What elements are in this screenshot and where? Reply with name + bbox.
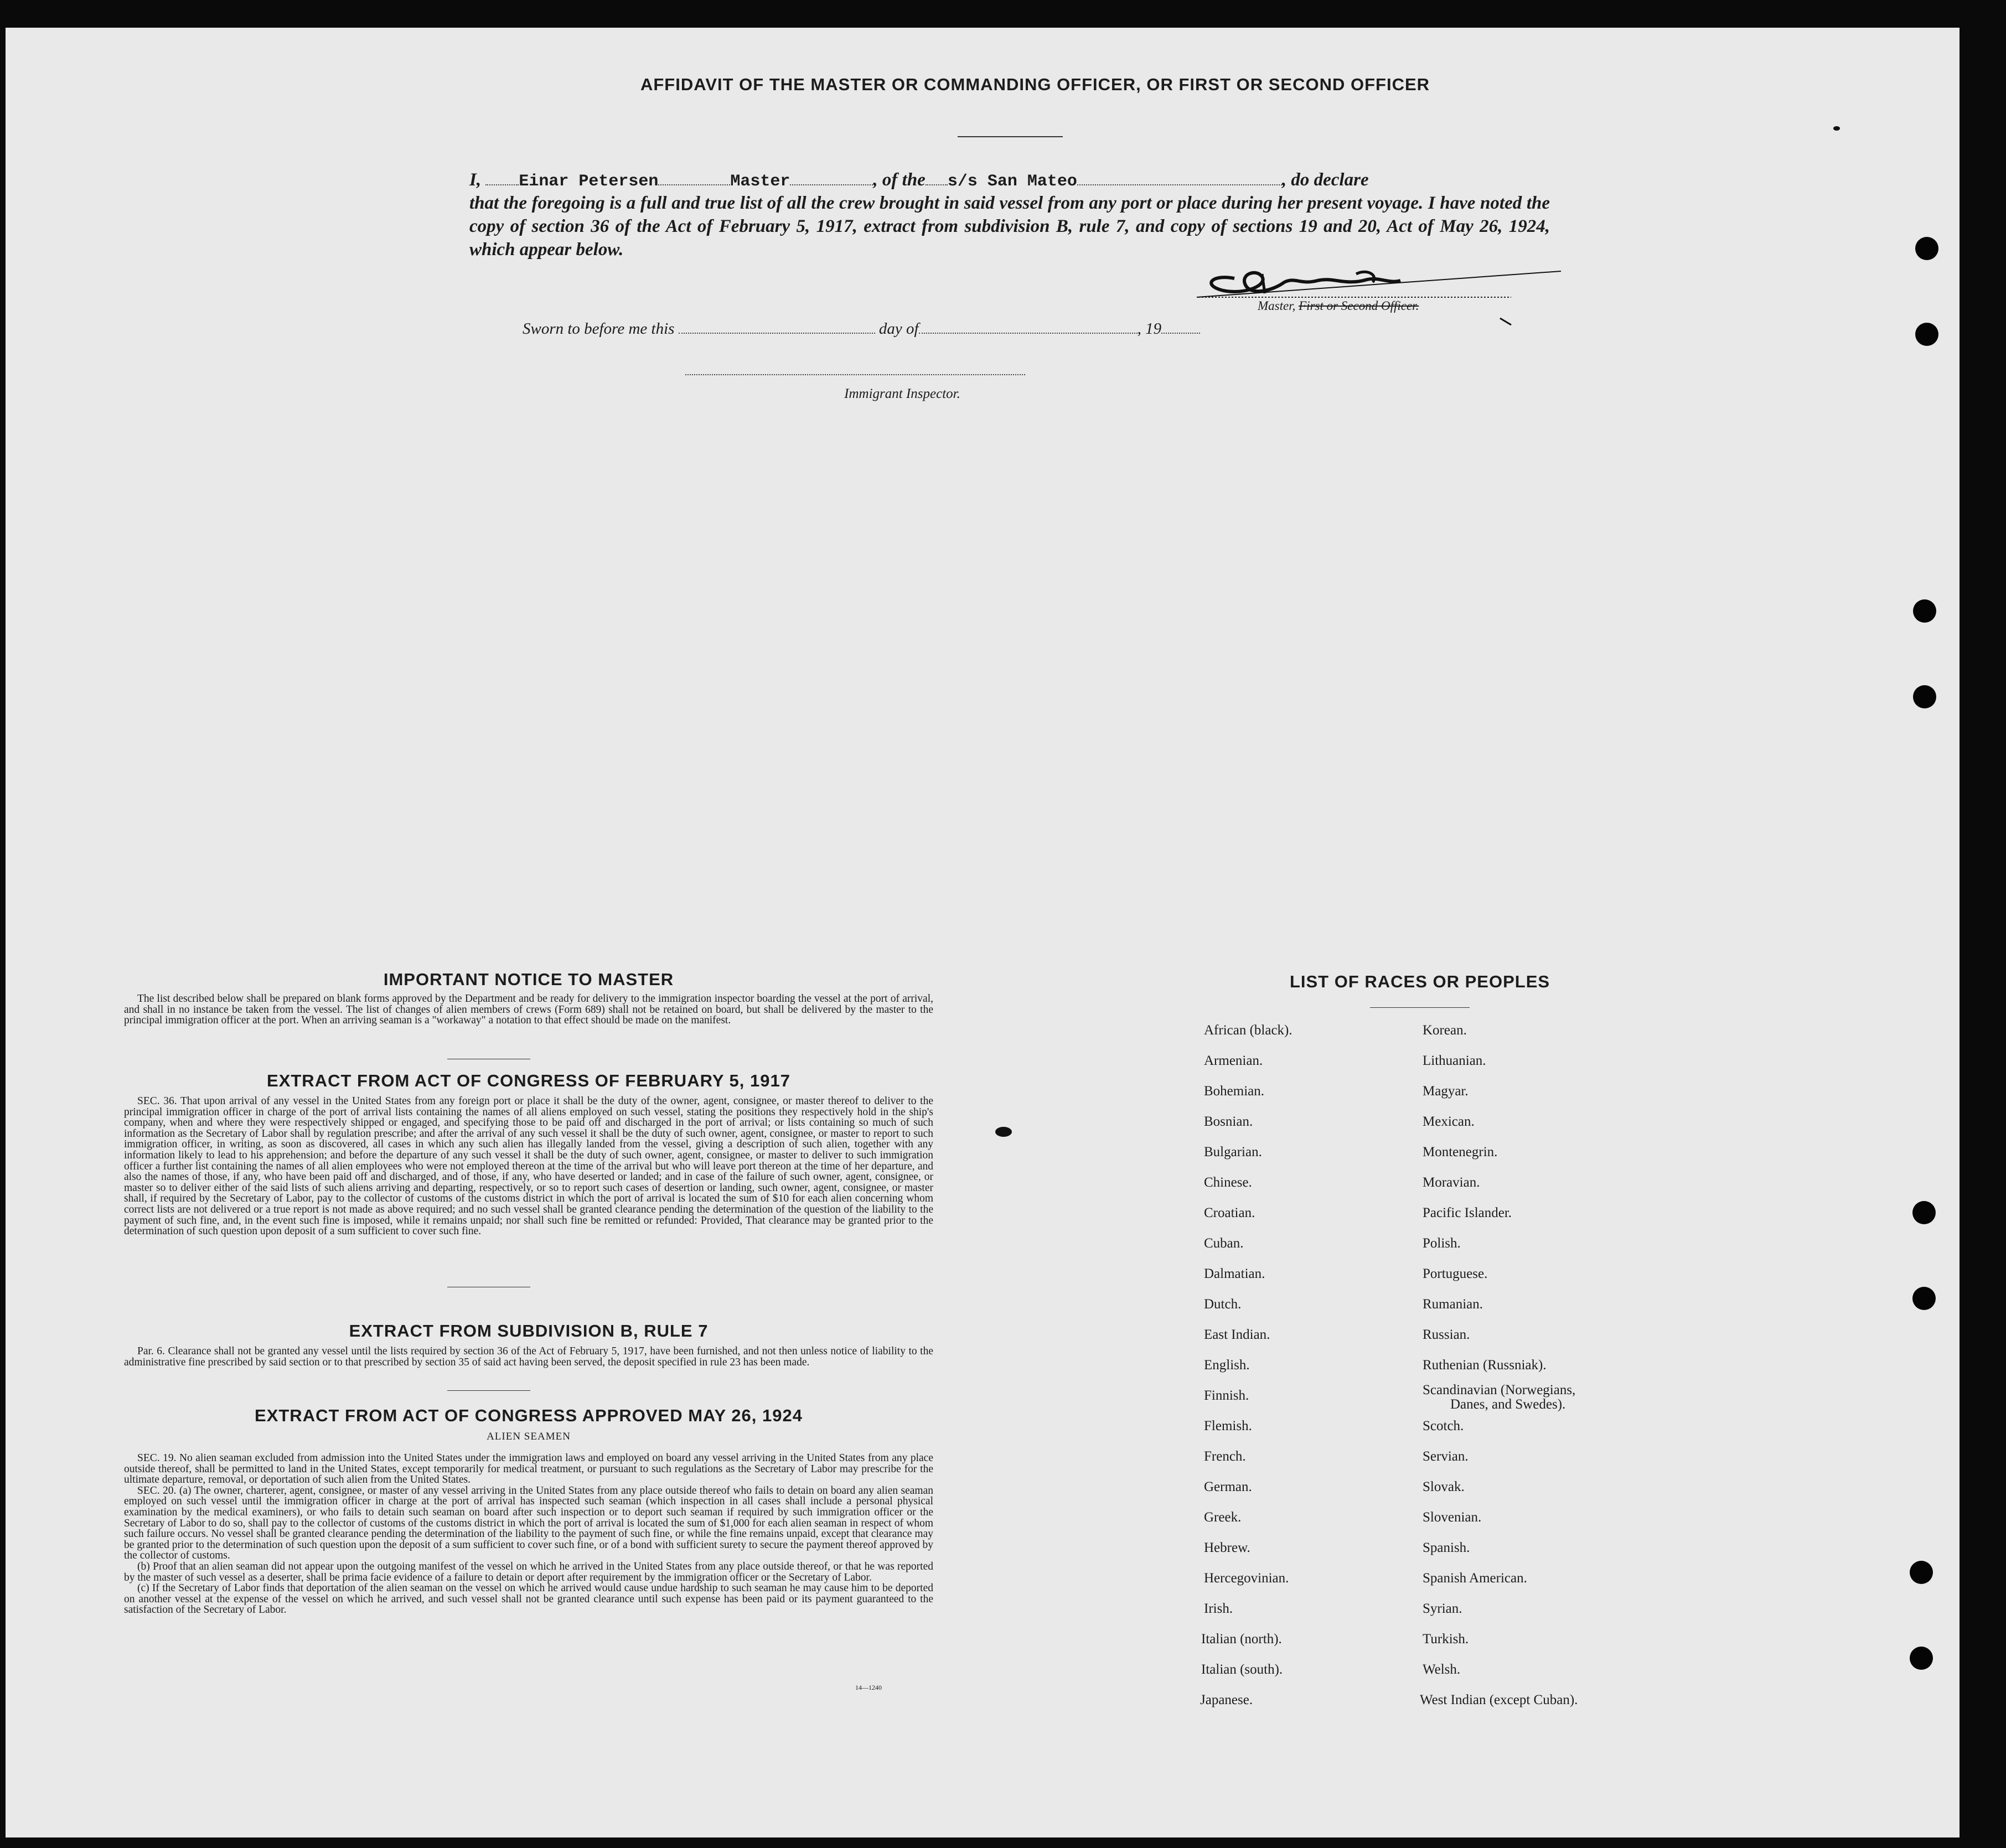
binder-hole	[1913, 685, 1936, 708]
signature-label-master: Master,	[1258, 299, 1296, 313]
binder-hole	[1915, 323, 1938, 346]
race-item: Slovenian.	[1423, 1510, 1482, 1525]
dotted-leader	[1077, 172, 1282, 185]
binder-hole	[1912, 1201, 1936, 1224]
race-item: Welsh.	[1423, 1662, 1461, 1677]
race-item: Armenian.	[1204, 1053, 1263, 1068]
race-item: Dutch.	[1204, 1297, 1242, 1312]
race-item: Bosnian.	[1204, 1114, 1253, 1129]
year-prefix: , 19	[1137, 320, 1162, 338]
sec19-text: SEC. 19. No alien seaman excluded from admission into the United States under the immigration laws and employed on board any vessel arriving in the United States from any place outside thereof, shall be permitted to land in the United States, except temporarily for medical treatment, or pursuant to such regulations as the Secretary of Labor may prescribe for the ultimate departure, removal, or deportation of such alien from the United States.	[124, 1452, 933, 1486]
binder-hole	[1910, 1647, 1933, 1670]
sworn-label: Sworn to before me this	[523, 320, 675, 338]
dotted-leader	[1161, 320, 1200, 334]
race-item: Hebrew.	[1204, 1540, 1250, 1555]
race-item: Japanese.	[1200, 1692, 1253, 1707]
section-rule	[447, 1390, 530, 1391]
race-item: Ruthenian (Russniak).	[1423, 1358, 1547, 1373]
extract-1924-heading: EXTRACT FROM ACT OF CONGRESS APPROVED MAY 26, 1924	[255, 1406, 803, 1425]
extract-rule7-heading: EXTRACT FROM SUBDIVISION B, RULE 7	[349, 1321, 709, 1340]
race-item: Slovak.	[1423, 1479, 1465, 1494]
race-item: Scotch.	[1423, 1419, 1464, 1433]
i-label: I,	[469, 170, 482, 190]
sec20c-text: (c) If the Secretary of Labor finds that deportation of the alien seaman on the vessel on which he arrived would cause undue hardship to such seaman he may cause him to be deported on another vessel at the expense of the vessel on which he arrived, and such vessel shall not be granted clearance until such expense has been paid or its payment guaranteed to the satisfaction of the Secretary of Labor.	[124, 1582, 933, 1616]
title-rule	[958, 136, 1063, 137]
race-item: French.	[1204, 1449, 1246, 1464]
binder-hole	[1913, 599, 1936, 623]
race-item: Croatian.	[1204, 1205, 1255, 1220]
race-item-continuation: Danes, and Swedes).	[1450, 1397, 1566, 1412]
form-number: 14—1240	[855, 1684, 882, 1691]
race-item: Bohemian.	[1204, 1084, 1265, 1099]
dotted-leader	[919, 320, 1138, 334]
dotted-leader	[485, 172, 519, 185]
race-item: Pacific Islander.	[1423, 1205, 1512, 1220]
ink-smudge	[995, 1127, 1012, 1137]
races-rule	[1370, 1007, 1470, 1008]
extract-1924-body	[124, 1453, 933, 1616]
race-item: Spanish American.	[1423, 1571, 1527, 1586]
race-item: Bulgarian.	[1204, 1145, 1262, 1159]
inspector-signature-line	[685, 374, 1025, 375]
race-item: Scandinavian (Norwegians,	[1423, 1383, 1576, 1397]
inspector-label: Immigrant Inspector.	[844, 386, 960, 401]
do-declare-label: , do declare	[1281, 170, 1369, 190]
race-item: Lithuanian.	[1423, 1053, 1486, 1068]
signature-label	[1258, 299, 1419, 313]
race-item: Moravian.	[1423, 1175, 1480, 1190]
race-item: Korean.	[1423, 1023, 1467, 1038]
race-item: West Indian (except Cuban).	[1420, 1692, 1578, 1707]
extract-rule7-text: Par. 6. Clearance shall not be granted any vessel until the lists required by section 36 of the Act of February 5, 1917, have been furnished, and not then unless notice of liability to the administrative fine prescribed by said section or to that prescribed by section 35 of said act having been served, the deposit specified in rule 23 has been made.	[124, 1345, 933, 1368]
of-the-label: , of the	[873, 170, 926, 190]
binder-hole	[1910, 1561, 1933, 1584]
extract-1917-text: SEC. 36. That upon arrival of any vessel in the United States from any foreign port or place it shall be the duty of the owner, agent, consignee, or master thereof to deliver to the principal immigration officer in charge of the port of arrival lists containing the names of all aliens employed on such vessel, stating the positions they respectively hold in the ship's company, when and where they were respectively shipped or engaged, and specifying those to be paid off and discharged in the port of arrival; or lists containing so much of such information as the Secretary of Labor shall by regulation prescribe; and after the arrival of any such vessel it shall be the duty of such owner, agent, consignee, or master to report to such immigration officer, in writing, as soon as discovered, all cases in which any such alien has illegally landed from the vessel, giving a description of such alien, together with any information likely to lead to his apprehension; and before the departure of any such vessel it shall be the duty of such owner, agent, consignee, or master to deliver to such immigration officer a further list containing the names of all alien employees who were not employed thereon at the time of the arrival but who will leave port thereon at the time of her departure, and also the names of those, if any, who have been paid off and discharged, and of those, if any, who have deserted or landed; and in case of the failure of such owner, agent, consignee, or master so to deliver either of the said lists of such aliens arriving and departing, respectively, or so to report such cases of desertion or landing, such owner, agent, consignee, or master shall, if required by the Secretary of Labor, pay to the collector of customs of the customs district in which the port of arrival is located the sum of $10 for each alien concerning whom correct lists are not delivered or a true report is not made as above required; and no such vessel shall be granted clearance pending the determination of the question of the liability to the payment of such fine, and, in the event such fine is imposed, while it remains unpaid; nor shall such fine be remitted or refunded: Provided, That clearance may be granted prior to the determination of such question upon deposit of a sum sufficient to cover such fine.	[124, 1095, 933, 1238]
race-item: Flemish.	[1204, 1419, 1252, 1433]
race-item: Magyar.	[1423, 1084, 1469, 1099]
race-item: German.	[1204, 1479, 1252, 1494]
extract-1917-heading: EXTRACT FROM ACT OF CONGRESS OF FEBRUARY 5, 1917	[267, 1071, 790, 1090]
race-item: Hercegovinian.	[1204, 1571, 1289, 1586]
dotted-leader	[658, 172, 730, 185]
race-item: Montenegrin.	[1423, 1145, 1498, 1159]
race-item: African (black).	[1204, 1023, 1292, 1038]
race-item: Russian.	[1423, 1327, 1470, 1342]
binder-hole	[1912, 1287, 1936, 1310]
race-item: Polish.	[1423, 1236, 1461, 1251]
sec20a-text: SEC. 20. (a) The owner, charterer, agent, consignee, or master of any vessel arriving in the United States from any place outside thereof who fails to detain on board any alien seaman employed on such vessel until the immigration officer in charge at the port of arrival has inspected such seaman (which inspection in all cases shall include a personal physical examination by the medical examiners), or who fails to detain such seaman on board after such inspection or to deport such seaman if required by such immigration officer or the Secretary of Labor to do so, shall pay to the collector of customs of the customs district in which the port of arrival is located the sum of $1,000 for each alien seaman in respect of whom such failure occurs. No vessel shall be granted clearance pending the determination of the liability to the payment of such fine, or while the fine remains unpaid, except that clearance may be granted prior to the determination of such question upon the deposit of a sum sufficient to cover such fine, or of a bond with sufficient surety to secure the payment thereof approved by the collector of customs.	[124, 1484, 933, 1562]
ink-smudge	[1833, 126, 1840, 131]
dotted-leader	[790, 172, 873, 185]
race-item: Portuguese.	[1423, 1266, 1488, 1281]
declaration-line	[469, 168, 1550, 193]
race-item: Spanish.	[1423, 1540, 1470, 1555]
master-signature	[1190, 252, 1566, 329]
race-item: Greek.	[1204, 1510, 1242, 1525]
master-title: Master	[730, 172, 790, 191]
binder-hole	[1915, 237, 1938, 260]
alien-seamen-subheading: ALIEN SEAMEN	[487, 1431, 571, 1442]
dotted-leader	[679, 320, 875, 334]
race-item: East Indian.	[1204, 1327, 1270, 1342]
master-name: Einar Petersen	[519, 172, 659, 191]
race-item: English.	[1204, 1358, 1250, 1373]
race-item: Italian (north).	[1201, 1632, 1282, 1647]
race-item: Dalmatian.	[1204, 1266, 1265, 1281]
notice-text: The list described below shall be prepared on blank forms approved by the Department and be ready for delivery to the immigration inspector boarding the vessel at the port of arrival, and shall in no instance be taken from the vessel. The list of changes of alien members of crews (Form 689) shall not be retained on board, but shall be delivered by the master to the principal immigration officer at the port. When an arriving seaman is a "workaway" a notation to that effect should be made on the manifest.	[124, 993, 933, 1027]
race-item: Syrian.	[1423, 1601, 1462, 1616]
race-item: Cuban.	[1204, 1236, 1244, 1251]
race-item: Servian.	[1423, 1449, 1469, 1464]
sworn-line	[523, 320, 1200, 338]
affidavit-title: AFFIDAVIT OF THE MASTER OR COMMANDING OFFICER, OR FIRST OR SECOND OFFICER	[640, 75, 1430, 94]
dotted-leader	[926, 172, 948, 185]
day-of-label: day of	[878, 320, 919, 338]
notice-heading: IMPORTANT NOTICE TO MASTER	[383, 970, 674, 989]
vessel-name: s/s San Mateo	[947, 172, 1077, 191]
race-item: Mexican.	[1423, 1114, 1475, 1129]
race-item: Rumanian.	[1423, 1297, 1483, 1312]
declaration-body: that the foregoing is a full and true list of all the crew brought in said vessel from any port or place during her present voyage. I have noted the copy of section 36 of the Act of February 5, 1917, extract from subdivision B, rule 7, and copy of sections 19 and 20, Act of May 26, 1924, which appear below.	[469, 193, 1550, 260]
race-item: Finnish.	[1204, 1388, 1249, 1403]
signature-label-struck: First or Second Officer.	[1299, 299, 1419, 313]
sec20b-text: (b) Proof that an alien seaman did not appear upon the outgoing manifest of the vessel on which he arrived in the United States from any place outside thereof, or that he was reported by the master of such vessel as a deserter, shall be prima facie evidence of a failure to detain or deport after requirement by the immigration officer or the Secretary of Labor.	[124, 1560, 933, 1583]
race-item: Italian (south).	[1201, 1662, 1283, 1677]
race-item: Irish.	[1204, 1601, 1233, 1616]
race-item: Turkish.	[1423, 1632, 1469, 1647]
races-heading: LIST OF RACES OR PEOPLES	[1289, 972, 1550, 991]
race-item: Chinese.	[1204, 1175, 1252, 1190]
